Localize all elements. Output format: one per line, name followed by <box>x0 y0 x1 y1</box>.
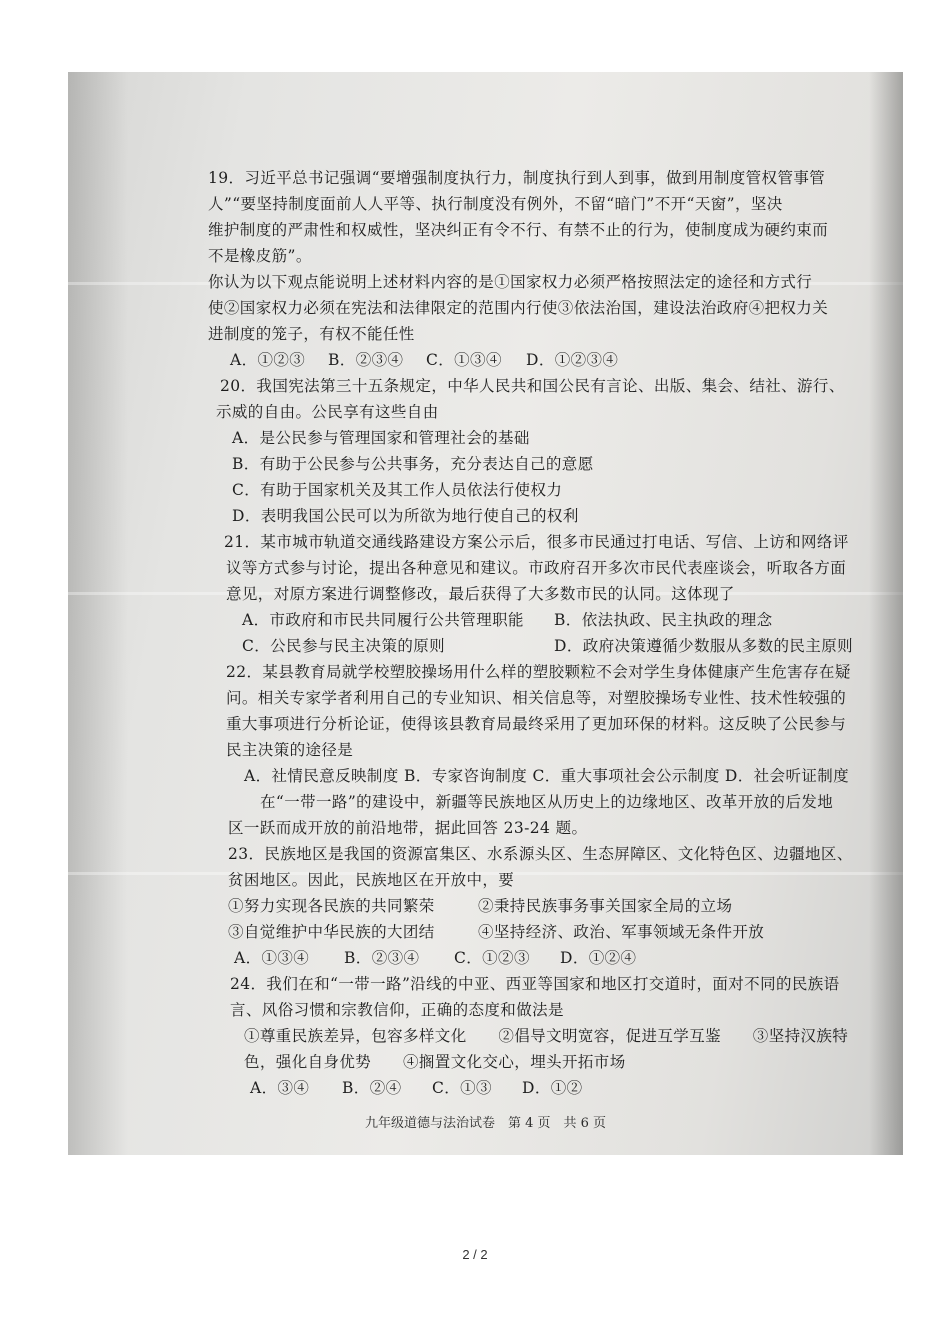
q20-option-a: A．是公民参与管理国家和管理社会的基础 <box>232 429 530 447</box>
q23-item-1: ①努力实现各民族的共同繁荣 <box>228 897 435 915</box>
q19-line-1: 19．习近平总书记强调“要增强制度执行力，制度执行到人到事，做到用制度管权管事管 <box>208 169 826 187</box>
q24-option-d: D．①② <box>522 1079 583 1097</box>
q24-option-c: C．①③ <box>432 1079 492 1097</box>
q23-item-4: ④坚持经济、政治、军事领域无条件开放 <box>478 923 765 941</box>
q19-option-c: C．①③④ <box>426 351 502 369</box>
q21-option-a: A．市政府和市民共同履行公共管理职能 <box>242 611 524 629</box>
q22-line-4: 民主决策的途径是 <box>226 741 354 759</box>
q21-line-2: 议等方式参与讨论，提出各种意见和建议。市政府召开多次市民代表座谈会，听取各方面 <box>226 559 847 577</box>
q19-option-b: B．②③④ <box>328 351 404 369</box>
q24-line-2: 言、风俗习惯和宗教信仰，正确的态度和做法是 <box>230 1001 564 1019</box>
intro-line-2: 区一跃而成开放的前沿地带，据此回答 23-24 题。 <box>228 819 588 837</box>
q23-option-c: C．①②③ <box>454 949 530 967</box>
q24-line-1: 24．我们在和“一带一路”沿线的中亚、西亚等国家和地区打交道时，面对不同的民族语 <box>230 975 840 993</box>
q22-line-2: 问。相关专家学者利用自己的专业知识、相关信息等，对塑胶操场专业性、技术性较强的 <box>226 689 847 707</box>
q24-items-line-1: ①尊重民族差异，包容多样文化 ②倡导文明宽容，促进互学互鉴 ③坚持汉族特 <box>244 1027 849 1045</box>
q23-item-2: ②秉持民族事务事关国家全局的立场 <box>478 897 733 915</box>
q21-option-c: C．公民参与民主决策的原则 <box>242 637 446 655</box>
exam-footer: 九年级道德与法治试卷 第 4 页 共 6 页 <box>364 1116 607 1131</box>
q20-line-1: 20．我国宪法第三十五条规定，中华人民共和国公民有言论、出版、集会、结社、游行、 <box>220 377 845 395</box>
q22-options: A．社情民意反映制度 B．专家咨询制度 C．重大事项社会公示制度 D．社会听证制度 <box>244 767 850 785</box>
q19-options <box>230 350 618 370</box>
q20-option-d: D．表明我国公民可以为所欲为地行使自己的权利 <box>232 507 579 525</box>
q19-line-4: 不是橡皮筋”。 <box>208 247 312 265</box>
q24-items-line-2: 色，强化自身优势 ④搁置文化交心，埋头开拓市场 <box>244 1053 626 1071</box>
q22-line-3: 重大事项进行分析论证，使得该县教育局最终采用了更加环保的材料。这反映了公民参与 <box>226 715 847 733</box>
q21-line-3: 意见，对原方案进行调整修改，最后获得了大多数市民的认同。这体现了 <box>226 585 735 603</box>
q21-line-1: 21．某市城市轨道交通线路建设方案公示后，很多市民通过打电话、写信、上访和网络评 <box>224 533 849 551</box>
q23-options <box>234 948 636 968</box>
q19-line-3: 维护制度的严肃性和权威性，坚决纠正有令不行、有禁不止的行为，使制度成为硬约束而 <box>208 221 829 239</box>
q23-line-1: 23．民族地区是我国的资源富集区、水系源头区、生态屏障区、文化特色区、边疆地区、 <box>228 845 853 863</box>
q19-line-6: 使②国家权力必须在宪法和法律限定的范围内行使③依法治国，建设法治政府④把权力关 <box>208 299 829 317</box>
q19-option-a: A．①②③ <box>230 351 306 369</box>
q23-line-2: 贫困地区。因此，民族地区在开放中，要 <box>228 871 515 889</box>
scanned-exam-page <box>68 72 903 1155</box>
q24-option-a: A．③④ <box>250 1079 310 1097</box>
q21-option-d: D．政府决策遵循少数服从多数的民主原则 <box>554 637 854 655</box>
q19-option-d: D．①②③④ <box>526 351 619 369</box>
q20-option-c: C．有助于国家机关及其工作人员依法行使权力 <box>232 481 563 499</box>
q19-line-7: 进制度的笼子，有权不能任性 <box>208 325 415 343</box>
q19-line-2: 人”“要坚持制度面前人人平等、执行制度没有例外，不留“暗门”不开“天窗”，坚决 <box>208 195 783 213</box>
q20-line-2: 示威的自由。公民享有这些自由 <box>216 403 439 421</box>
q23-option-b: B．②③④ <box>344 949 420 967</box>
intro-line-1: 在“一带一路”的建设中，新疆等民族地区从历史上的边缘地区、改革开放的后发地 <box>260 793 834 811</box>
q24-options <box>250 1078 583 1098</box>
q21-option-b: B．依法执政、民主执政的理念 <box>554 611 773 629</box>
q20-option-b: B．有助于公民参与公共事务，充分表达自己的意愿 <box>232 455 594 473</box>
page-number: 2 / 2 <box>462 1247 488 1262</box>
q23-item-3: ③自觉维护中华民族的大团结 <box>228 923 435 941</box>
q23-option-a: A．①③④ <box>234 949 310 967</box>
q19-line-5: 你认为以下观点能说明上述材料内容的是①国家权力必须严格按照法定的途径和方式行 <box>208 273 813 291</box>
q22-line-1: 22．某县教育局就学校塑胶操场用什么样的塑胶颗粒不会对学生身体健康产生危害存在疑 <box>226 663 851 681</box>
q24-option-b: B．②④ <box>342 1079 402 1097</box>
q23-option-d: D．①②④ <box>560 949 637 967</box>
